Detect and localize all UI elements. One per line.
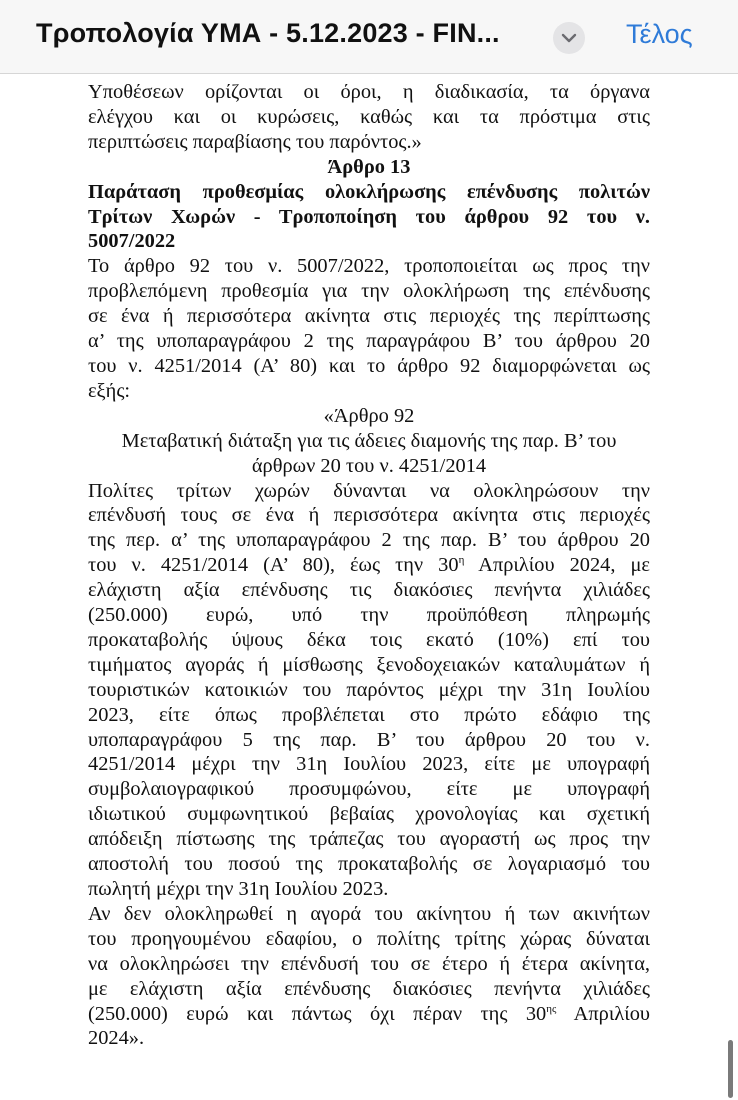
article-number: Άρθρο 13 — [327, 155, 411, 178]
text-line: τουριστικών κατοικιών του παρόντος μέχρι την 31η Ιουλίου — [88, 678, 650, 701]
text-line: Υποθέσεων ορίζονται οι όροι, η διαδικασία, τα όργανα — [88, 81, 650, 103]
text-line: προκαταβολής ύψους δέκα τοις εκατό (10%) επί του — [88, 628, 650, 651]
text-line: υποπαραγράφου 5 της παρ. Β’ του άρθρου 20 του ν. — [88, 728, 650, 751]
text-fragment: του ν. 4251/2014 (Α’ 80), έως την 30 — [88, 554, 459, 577]
previous-article-ending — [88, 80, 650, 155]
text-line: προβλεπόμενη προθεσμία για την ολοκλήρωση της επένδυσης — [88, 280, 650, 303]
text-fragment: Απριλίου 2024, με — [464, 554, 650, 577]
text-line: να ολοκληρώσει την επένδυσή του σε έτερο ή έτερα ακίνητα, — [88, 952, 650, 975]
text-line: ελέγχου και οι κυρώσεις, καθώς και τα πρόστιμα στις — [88, 105, 650, 128]
title-line: Παράταση προθεσμίας ολοκλήρωσης επένδυσης πολιτών — [88, 180, 650, 203]
text-line: σε ένα ή περισσότερα ακίνητα στις περιοχές της περίπτωσης — [88, 305, 650, 328]
text-line: ιδιωτικού συμφωνητικού βεβαίας χρονολογίας και σχετική — [88, 803, 650, 826]
text-line: της περ. α’ της υποπαραγράφου 2 της παρ. Β’ του άρθρου 20 — [88, 529, 650, 552]
text-line: α’ της υποπαραγράφου 2 της παραγράφου Β’ του άρθρου 20 — [88, 330, 650, 353]
text-line: 2024». — [88, 1027, 145, 1050]
text-line — [88, 553, 650, 578]
quoted-article-number: «Άρθρο 92 — [323, 404, 415, 427]
text-line: 2023, είτε όπως προβλέπεται στο πρώτο εδάφιο της — [88, 703, 650, 726]
text-line: με ελάχιστη αξία επένδυσης διακόσιες πενήντα χιλιάδες — [88, 977, 650, 1000]
document-title: Τροπολογία ΥΜΑ - 5.12.2023 - FIN... — [36, 18, 500, 48]
title-line: 5007/2022 — [88, 230, 176, 253]
done-button[interactable]: Τέλος — [626, 19, 693, 49]
quoted-article-title — [88, 429, 650, 479]
text-fragment: Απριλίου — [556, 1002, 650, 1025]
document-toolbar — [0, 0, 738, 74]
text-line: συμβολαιογραφικού προσυμφώνου, είτε με υπογραφή — [88, 778, 650, 801]
article-title — [88, 180, 650, 255]
document-page — [88, 74, 650, 1100]
title-line: Μεταβατική διάταξη για τις άδειες διαμονής της παρ. Β’ του — [121, 429, 617, 452]
title-line: Τρίτων Χωρών - Τροποποίηση του άρθρου 92 του ν. — [88, 205, 650, 228]
text-line: απόδειξη πίστωσης της τράπεζας του αγοραστή ως προς την — [88, 828, 650, 851]
paragraph-2 — [88, 902, 650, 1051]
title-menu-button[interactable] — [553, 22, 585, 54]
text-line: Αν δεν ολοκληρωθεί η αγορά του ακίνητου ή των ακινήτων — [88, 902, 650, 925]
text-line: τιμήματος αγοράς ή μίσθωσης ξενοδοχειακών καταλυμάτων ή — [88, 653, 650, 676]
text-line: ελάχιστη αξία επένδυσης τις διακόσιες πενήντα χιλιάδες — [88, 579, 650, 602]
text-line: αποστολή του ποσού της προκαταβολής σε λογαριασμό του — [88, 853, 650, 876]
chevron-down-icon — [561, 33, 577, 43]
paragraph-1 — [88, 479, 650, 902]
title-line: άρθρων 20 του ν. 4251/2014 — [251, 454, 487, 477]
text-line: περιπτώσεις παραβίασης του παρόντος.» — [88, 130, 422, 153]
text-fragment: (250.000) ευρώ και πάντως όχι πέραν της 30 — [88, 1002, 547, 1025]
scrollbar[interactable] — [728, 1040, 733, 1098]
intro-paragraph — [88, 254, 650, 403]
superscript: η — [458, 554, 465, 567]
superscript: ης — [546, 1002, 557, 1015]
text-line: (250.000) ευρώ, υπό την προϋπόθεση πληρωμής — [88, 604, 650, 627]
text-line: του προηγουμένου εδαφίου, ο πολίτης τρίτης χώρας δύναται — [88, 927, 650, 950]
text-line: επένδυσή τους σε ένα ή περισσότερα ακίνητα στις περιοχές — [88, 504, 650, 527]
text-line: Το άρθρο 92 του ν. 5007/2022, τροποποιείται ως προς την — [88, 255, 650, 278]
text-line — [88, 1002, 650, 1027]
text-line: εξής: — [88, 379, 131, 402]
text-line: του ν. 4251/2014 (Α’ 80) και το άρθρο 92 διαμορφώνεται ως — [88, 354, 650, 377]
text-line: πωλητή μέχρι την 31η Ιουλίου 2023. — [88, 878, 389, 900]
text-line: 4251/2014 μέχρι την 31η Ιουλίου 2023, είτε με υπογραφή — [88, 753, 650, 776]
text-line: Πολίτες τρίτων χωρών δύνανται να ολοκληρώσουν την — [88, 479, 650, 502]
